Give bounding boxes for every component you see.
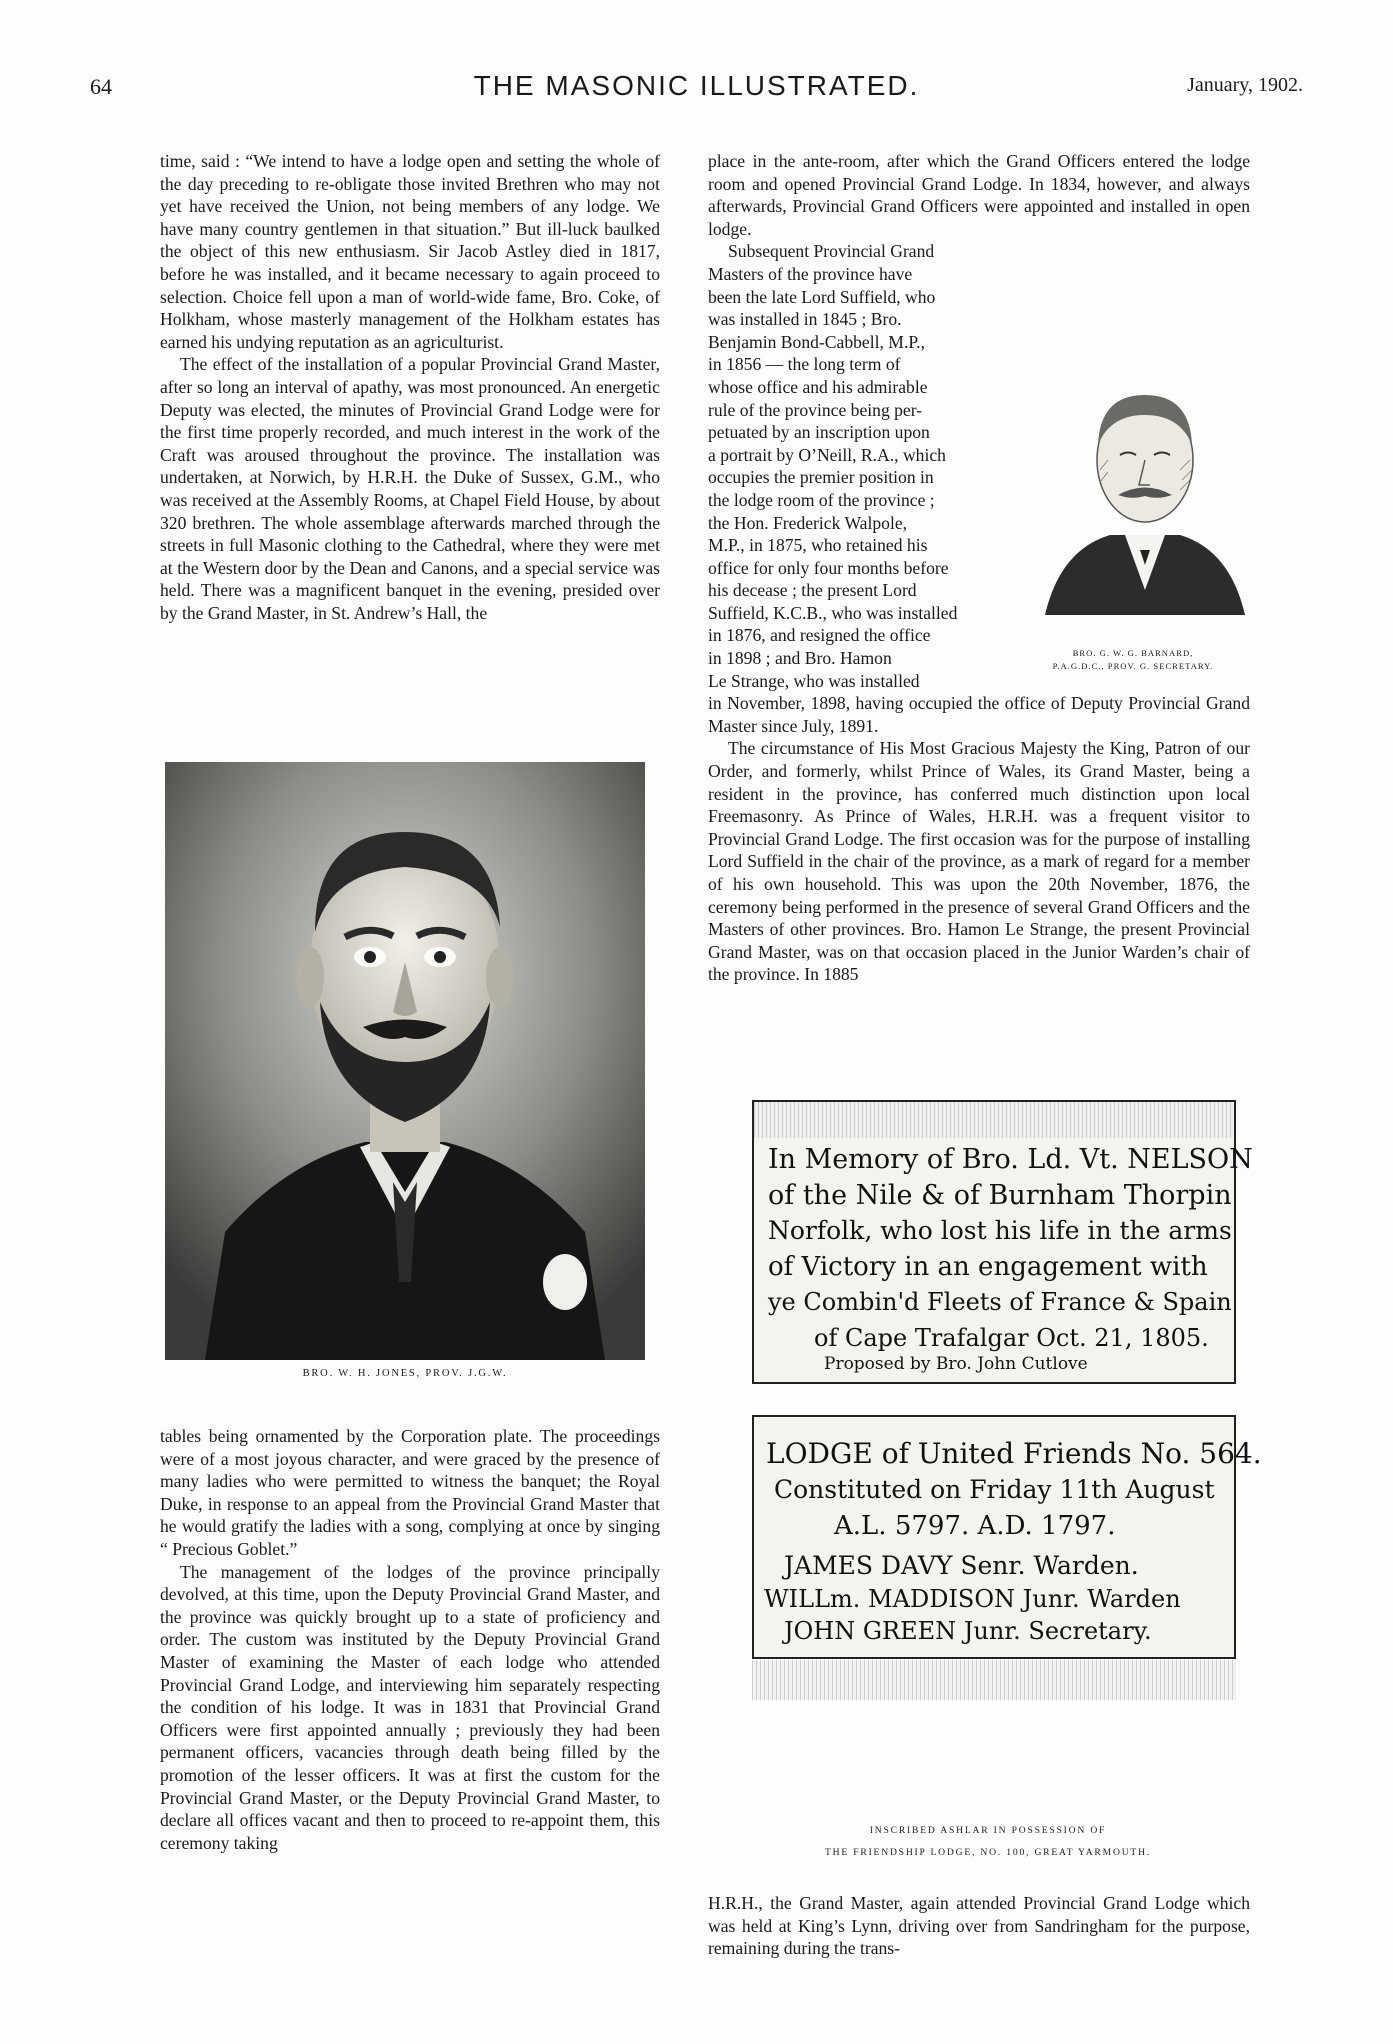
text-line: his decease ; the present Lord xyxy=(708,580,917,601)
ashlar-inscription-lodge xyxy=(752,1415,1262,1659)
text-line: occupies the premier position in xyxy=(708,467,934,488)
inscription-line: In Memory of Bro. Ld. Vt. NELSON xyxy=(768,1144,1253,1175)
paragraph: tables being ornamented by the Corporation plate. The proceedings were of a most joyous character, and were graced by the presence of many ladies who were permitted to witness the banquet; the Royal Duke, in response to an appeal from the Provincial Grand Master that he would gratify the ladies with a song, complying at once by singing “ Precious Goblet.” xyxy=(160,1426,660,1559)
narrow-text-block xyxy=(708,240,1013,692)
text-line: the lodge room of the province ; xyxy=(708,489,935,510)
text-line: Benjamin Bond-Cabbell, M.P., xyxy=(708,331,925,352)
caption-line: INSCRIBED ASHLAR IN POSSESSION OF xyxy=(869,1825,1107,1836)
inscription-line: WILLm. MADDISON Junr. Warden xyxy=(764,1585,1181,1613)
page-number: 64 xyxy=(90,74,112,99)
text-line: in 1856 — the long term of xyxy=(708,354,901,375)
publication-title: THE MASONIC ILLUSTRATED. xyxy=(473,70,920,101)
paragraph: in November, 1898, having occupied the office of Deputy Provincial Grand Master since July, 1891. xyxy=(708,693,1250,736)
paragraph: time, said : “We intend to have a lodge open and setting the whole of the day preceding to re-obligate those invited Brethren who may not yet have received the Union, not being members of any lodge. We have many country gentlemen in that situation.” But ill-luck baulked the object of this new enthusiasm. Sir Jacob Astley died in 1817, before he was installed, and it became necessary to again proceed to selection. Choice fell upon a man of world-wide fame, Bro. Coke, of Holkham, whose masterly management of the Holkham estates has earned his undying reputation as an agriculturist. xyxy=(160,151,660,352)
inscription-line: LODGE of United Friends No. 564. xyxy=(766,1437,1262,1470)
text-line: Le Strange, who was installed xyxy=(708,670,920,691)
inscription-line: JOHN GREEN Junr. Secretary. xyxy=(784,1617,1152,1645)
portrait-caption-barnard xyxy=(1008,647,1258,673)
left-column-top-text xyxy=(160,150,660,624)
paragraph: The effect of the installation of a popular Provincial Grand Master, after so long an interval of apathy, was most pronounced. An energetic Deputy was elected, the minutes of Provincial Grand Lodge were for the first time properly recorded, and much interest in the work of the Craft was aroused throughout the province. The installation was undertaken, at Norwich, by H.R.H. the Duke of Sussex, G.M., who was received at the Assembly Rooms, at Chapel Field House, by about 320 brethren. The whole assemblage afterwards marched through the streets in full Masonic clothing to the Cathedral, where they were met at the Western door by the Dean and Canons, and a special service was held. There was a magnificent banquet in the evening, presided over by the Grand Master, in St. Andrew’s Hall, the xyxy=(160,354,660,623)
stone-texture xyxy=(754,1102,1234,1138)
text-line: was installed in 1845 ; Bro. xyxy=(708,309,902,330)
text-line: office for only four months before xyxy=(708,557,949,578)
portrait-sketch-barnard xyxy=(1040,350,1250,620)
issue-date: January, 1902. xyxy=(1187,74,1303,96)
paragraph: The management of the lodges of the province principally devolved, at this time, upon the Deputy Provincial Grand Master, and the province was quickly brought up to a state of proficiency and order. The custom was instituted by the Deputy Provincial Grand Master of examining the Master of each lodge who attended Provincial Grand Lodge, and interviewing him separately respecting the condition of his lodge. It was in 1831 that Provincial Grand Officers were first appointed annually ; previously they had been permanent officers, vacancies through death being filled by the promotion of the lesser officers. It was at first the custom for the Provincial Grand Master, or the Deputy Provincial Grand Master, to declare all offices vacant and then to proceed to re-appoint them, this ceremony taking xyxy=(160,1561,660,1853)
inscription-line: ye Combin'd Fleets of France & Spain xyxy=(768,1288,1232,1316)
inscription-line: Proposed by Bro. John Cutlove xyxy=(824,1354,1088,1374)
text-line: Suffield, K.C.B., who was installed xyxy=(708,602,958,623)
inscription-line: Norfolk, who lost his life in the arms xyxy=(768,1216,1232,1245)
portrait-illustration xyxy=(165,762,645,1360)
text-line: Subsequent Provincial Grand xyxy=(728,241,935,262)
caption-line: THE FRIENDSHIP LODGE, NO. 100, GREAT YARMOUTH. xyxy=(824,1847,1152,1858)
caption-line: P.A.G.D.C., PROV. G. SECRETARY. xyxy=(1052,661,1214,671)
stone-texture xyxy=(752,1660,1236,1700)
ashlar-caption xyxy=(708,1820,1268,1864)
text-line: petuated by an inscription upon xyxy=(708,422,930,443)
ashlar-inscription-nelson xyxy=(752,1100,1253,1384)
portrait-sketch-illustration xyxy=(1040,350,1250,620)
left-column-bottom-text xyxy=(160,1425,660,1854)
inscription-line: of Cape Trafalgar Oct. 21, 1805. xyxy=(814,1324,1209,1352)
inscription-line: of Victory in an engagement with xyxy=(768,1252,1208,1282)
right-column-bottom-text xyxy=(708,1892,1250,1960)
text-line: been the late Lord Suffield, who xyxy=(708,286,936,307)
text-line: rule of the province being per- xyxy=(708,399,923,420)
portrait-caption-jones: BRO. W. H. JONES, PROV. J.G.W. xyxy=(302,1368,508,1379)
page-header xyxy=(0,70,1393,110)
paragraph: place in the ante-room, after which the Grand Officers entered the lodge room and opened Provincial Grand Lodge. In 1834, however, and always afterwards, Provincial Grand Officers were appointed and installed in open lodge. xyxy=(708,151,1250,239)
text-line: the Hon. Frederick Walpole, xyxy=(708,512,908,533)
caption-line: BRO. G. W. G. BARNARD, xyxy=(1072,648,1194,658)
inscription-line: JAMES DAVY Senr. Warden. xyxy=(784,1551,1139,1580)
paragraph: H.R.H., the Grand Master, again attended Provincial Grand Lodge which was held at King’s Lynn, driving over from Sandringham for the purpose, remaining during the trans- xyxy=(708,1893,1250,1959)
inscription-line: Constituted on Friday 11th August xyxy=(774,1475,1215,1504)
text-line: whose office and his admirable xyxy=(708,376,928,397)
portrait-photo-jones xyxy=(165,762,645,1360)
text-line: in 1876, and resigned the office xyxy=(708,625,931,646)
inscription-line: A.L. 5797. A.D. 1797. xyxy=(834,1511,1116,1541)
text-line: Masters of the province have xyxy=(708,263,913,284)
text-line: M.P., in 1875, who retained his xyxy=(708,535,928,556)
text-line: in 1898 ; and Bro. Hamon xyxy=(708,648,892,669)
inscription-line: of the Nile & of Burnham Thorpin xyxy=(768,1180,1232,1211)
text-line: a portrait by O’Neill, R.A., which xyxy=(708,444,946,465)
paragraph: The circumstance of His Most Gracious Majesty the King, Patron of our Order, and formerly, whilst Prince of Wales, its Grand Master, being a resident in the province, has conferred much distinction upon local Freemasonry. As Prince of Wales, H.R.H. was a frequent visitor to Provincial Grand Lodge. The first occasion was for the purpose of installing Lord Suffield in the chair of the province, as a mark of regard for a member of his own household. This was upon the 20th November, 1876, the ceremony being performed in the presence of several Grand Officers and the Masters of other provinces. Bro. Hamon Le Strange, the present Provincial Grand Master, was on that occasion placed in the Junior Warden’s chair of the province. In 1885 xyxy=(708,738,1250,985)
